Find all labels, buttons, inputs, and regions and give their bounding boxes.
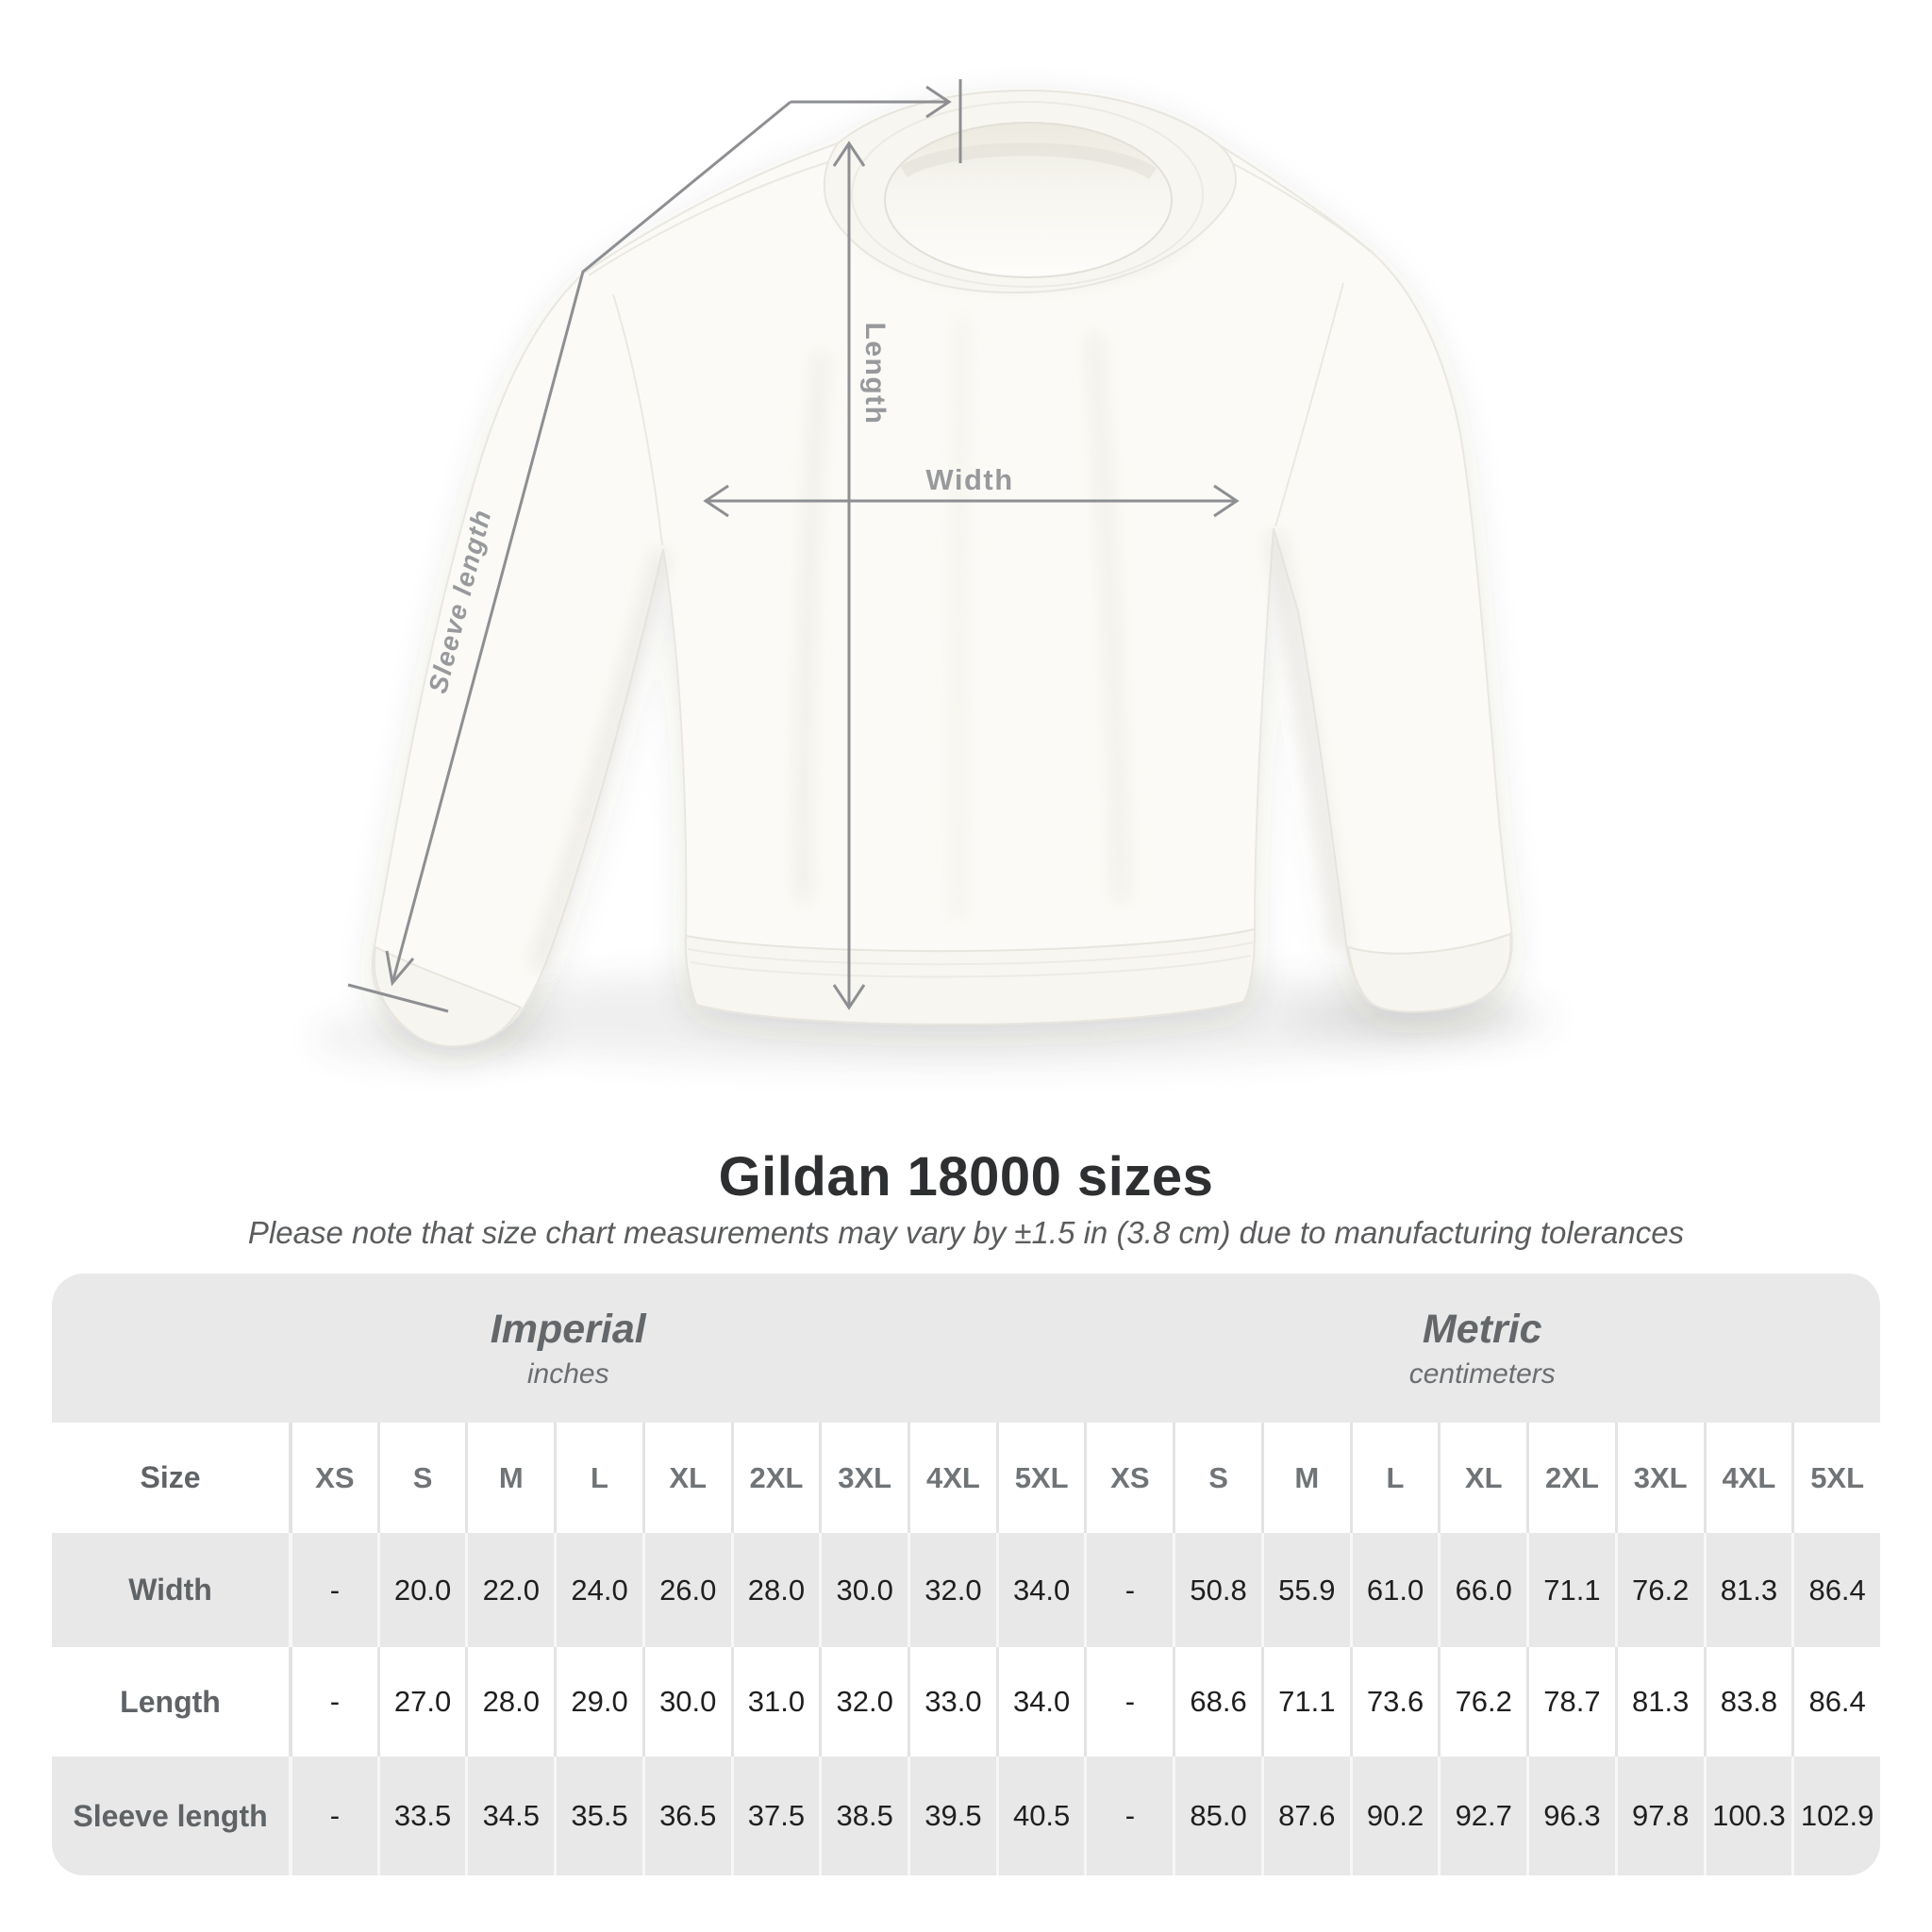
page-title: Gildan 18000 sizes bbox=[718, 1146, 1214, 1208]
table-cell-metric: 87.6 bbox=[1261, 1757, 1350, 1875]
table-row-length bbox=[52, 1647, 1880, 1757]
metric-label: Metric bbox=[1422, 1306, 1542, 1352]
size-col-header-metric-l: L bbox=[1350, 1423, 1439, 1533]
tolerance-note: Please note that size chart measurements may vary by ±1.5 in (3.8 cm) due to manufacturing tolerances bbox=[247, 1215, 1685, 1250]
table-cell-imperial: 31.0 bbox=[731, 1647, 820, 1757]
row-label: Length bbox=[120, 1684, 221, 1719]
table-cell-metric: 102.9 bbox=[1791, 1757, 1880, 1875]
table-cell-imperial: 28.0 bbox=[731, 1533, 820, 1647]
table-cell-metric: 76.2 bbox=[1438, 1647, 1526, 1757]
table-cell-metric: 78.7 bbox=[1526, 1647, 1615, 1757]
size-col-header-imperial-xl: XL bbox=[642, 1423, 731, 1533]
table-cell-metric: 92.7 bbox=[1438, 1757, 1526, 1875]
table-cell-imperial: 34.0 bbox=[996, 1647, 1085, 1757]
size-header-row bbox=[52, 1423, 1880, 1533]
size-col-header-imperial-m: M bbox=[465, 1423, 554, 1533]
table-cell-imperial: 29.0 bbox=[554, 1647, 642, 1757]
table-cell-metric: 85.0 bbox=[1173, 1757, 1261, 1875]
size-column-header: Size bbox=[140, 1460, 201, 1494]
table-cell-imperial: 40.5 bbox=[996, 1757, 1085, 1875]
table-cell-metric: - bbox=[1084, 1757, 1173, 1875]
table-cell-metric: 86.4 bbox=[1791, 1533, 1880, 1647]
table-cell-imperial: 24.0 bbox=[554, 1533, 642, 1647]
unit-group-header-row bbox=[52, 1274, 1880, 1423]
size-table bbox=[52, 1274, 1880, 1875]
table-row-sleeve-length bbox=[52, 1757, 1880, 1875]
sweatshirt-body bbox=[373, 91, 1512, 1046]
length-label: Length bbox=[859, 322, 891, 425]
table-cell-imperial: 37.5 bbox=[731, 1757, 820, 1875]
table-cell-imperial: 34.5 bbox=[465, 1757, 554, 1875]
table-cell-imperial: 38.5 bbox=[819, 1757, 908, 1875]
table-cell-metric: 86.4 bbox=[1791, 1647, 1880, 1757]
metric-unit: centimeters bbox=[1408, 1357, 1556, 1390]
table-cell-metric: 66.0 bbox=[1438, 1533, 1526, 1647]
table-cell-imperial: 30.0 bbox=[642, 1647, 731, 1757]
size-col-header-imperial-3xl: 3XL bbox=[819, 1423, 908, 1533]
imperial-group-header bbox=[52, 1274, 1085, 1423]
table-cell-imperial: 27.0 bbox=[377, 1647, 466, 1757]
size-col-header-metric-5xl: 5XL bbox=[1791, 1423, 1880, 1533]
metric-group-header bbox=[1085, 1274, 1881, 1423]
table-cell-imperial: - bbox=[289, 1757, 377, 1875]
sleeve-length-label: Sleeve length bbox=[423, 506, 497, 696]
table-cell-imperial: 32.0 bbox=[819, 1647, 908, 1757]
table-cell-metric: 50.8 bbox=[1173, 1533, 1261, 1647]
table-cell-imperial: 26.0 bbox=[642, 1533, 731, 1647]
size-col-header-imperial-l: L bbox=[554, 1423, 642, 1533]
table-cell-metric: 61.0 bbox=[1350, 1533, 1439, 1647]
table-cell-imperial: 39.5 bbox=[908, 1757, 996, 1875]
table-cell-imperial: 28.0 bbox=[465, 1647, 554, 1757]
table-cell-imperial: 34.0 bbox=[996, 1533, 1085, 1647]
table-cell-metric: 97.8 bbox=[1615, 1757, 1704, 1875]
table-cell-imperial: - bbox=[289, 1647, 377, 1757]
size-col-header-imperial-s: S bbox=[377, 1423, 466, 1533]
table-cell-metric: 68.6 bbox=[1173, 1647, 1261, 1757]
size-col-header-metric-s: S bbox=[1173, 1423, 1261, 1533]
table-cell-imperial: 36.5 bbox=[642, 1757, 731, 1875]
table-cell-metric: 55.9 bbox=[1261, 1533, 1350, 1647]
table-cell-metric: - bbox=[1084, 1647, 1173, 1757]
table-cell-imperial: 33.0 bbox=[908, 1647, 996, 1757]
table-cell-imperial: 20.0 bbox=[377, 1533, 466, 1647]
size-col-header-metric-xs: XS bbox=[1084, 1423, 1173, 1533]
table-cell-imperial: 32.0 bbox=[908, 1533, 996, 1647]
table-cell-metric: 81.3 bbox=[1704, 1533, 1792, 1647]
table-cell-imperial: 35.5 bbox=[554, 1757, 642, 1875]
table-cell-imperial: 30.0 bbox=[819, 1533, 908, 1647]
width-label: Width bbox=[925, 463, 1014, 496]
size-col-header-metric-4xl: 4XL bbox=[1704, 1423, 1792, 1533]
table-cell-metric: 71.1 bbox=[1526, 1533, 1615, 1647]
imperial-unit: inches bbox=[526, 1357, 609, 1390]
row-label: Sleeve length bbox=[73, 1798, 268, 1833]
row-label: Width bbox=[128, 1573, 212, 1607]
table-cell-metric: 76.2 bbox=[1615, 1533, 1704, 1647]
size-col-header-imperial-5xl: 5XL bbox=[996, 1423, 1085, 1533]
imperial-label: Imperial bbox=[490, 1306, 646, 1352]
size-col-header-imperial-4xl: 4XL bbox=[908, 1423, 996, 1533]
table-cell-imperial: 22.0 bbox=[465, 1533, 554, 1647]
table-cell-metric: 96.3 bbox=[1526, 1757, 1615, 1875]
size-col-header-metric-3xl: 3XL bbox=[1615, 1423, 1704, 1533]
table-cell-metric: 90.2 bbox=[1350, 1757, 1439, 1875]
size-col-header-imperial-2xl: 2XL bbox=[731, 1423, 820, 1533]
table-cell-metric: 71.1 bbox=[1261, 1647, 1350, 1757]
table-cell-imperial: - bbox=[289, 1533, 377, 1647]
table-cell-metric: - bbox=[1084, 1533, 1173, 1647]
table-row-width bbox=[52, 1533, 1880, 1647]
table-cell-metric: 83.8 bbox=[1704, 1647, 1792, 1757]
table-cell-imperial: 33.5 bbox=[377, 1757, 466, 1875]
table-cell-metric: 81.3 bbox=[1615, 1647, 1704, 1757]
size-col-header-imperial-xs: XS bbox=[289, 1423, 377, 1533]
size-col-header-metric-2xl: 2XL bbox=[1526, 1423, 1615, 1533]
table-cell-metric: 100.3 bbox=[1704, 1757, 1792, 1875]
size-col-header-metric-xl: XL bbox=[1438, 1423, 1526, 1533]
table-cell-metric: 73.6 bbox=[1350, 1647, 1439, 1757]
size-col-header-metric-m: M bbox=[1261, 1423, 1350, 1533]
